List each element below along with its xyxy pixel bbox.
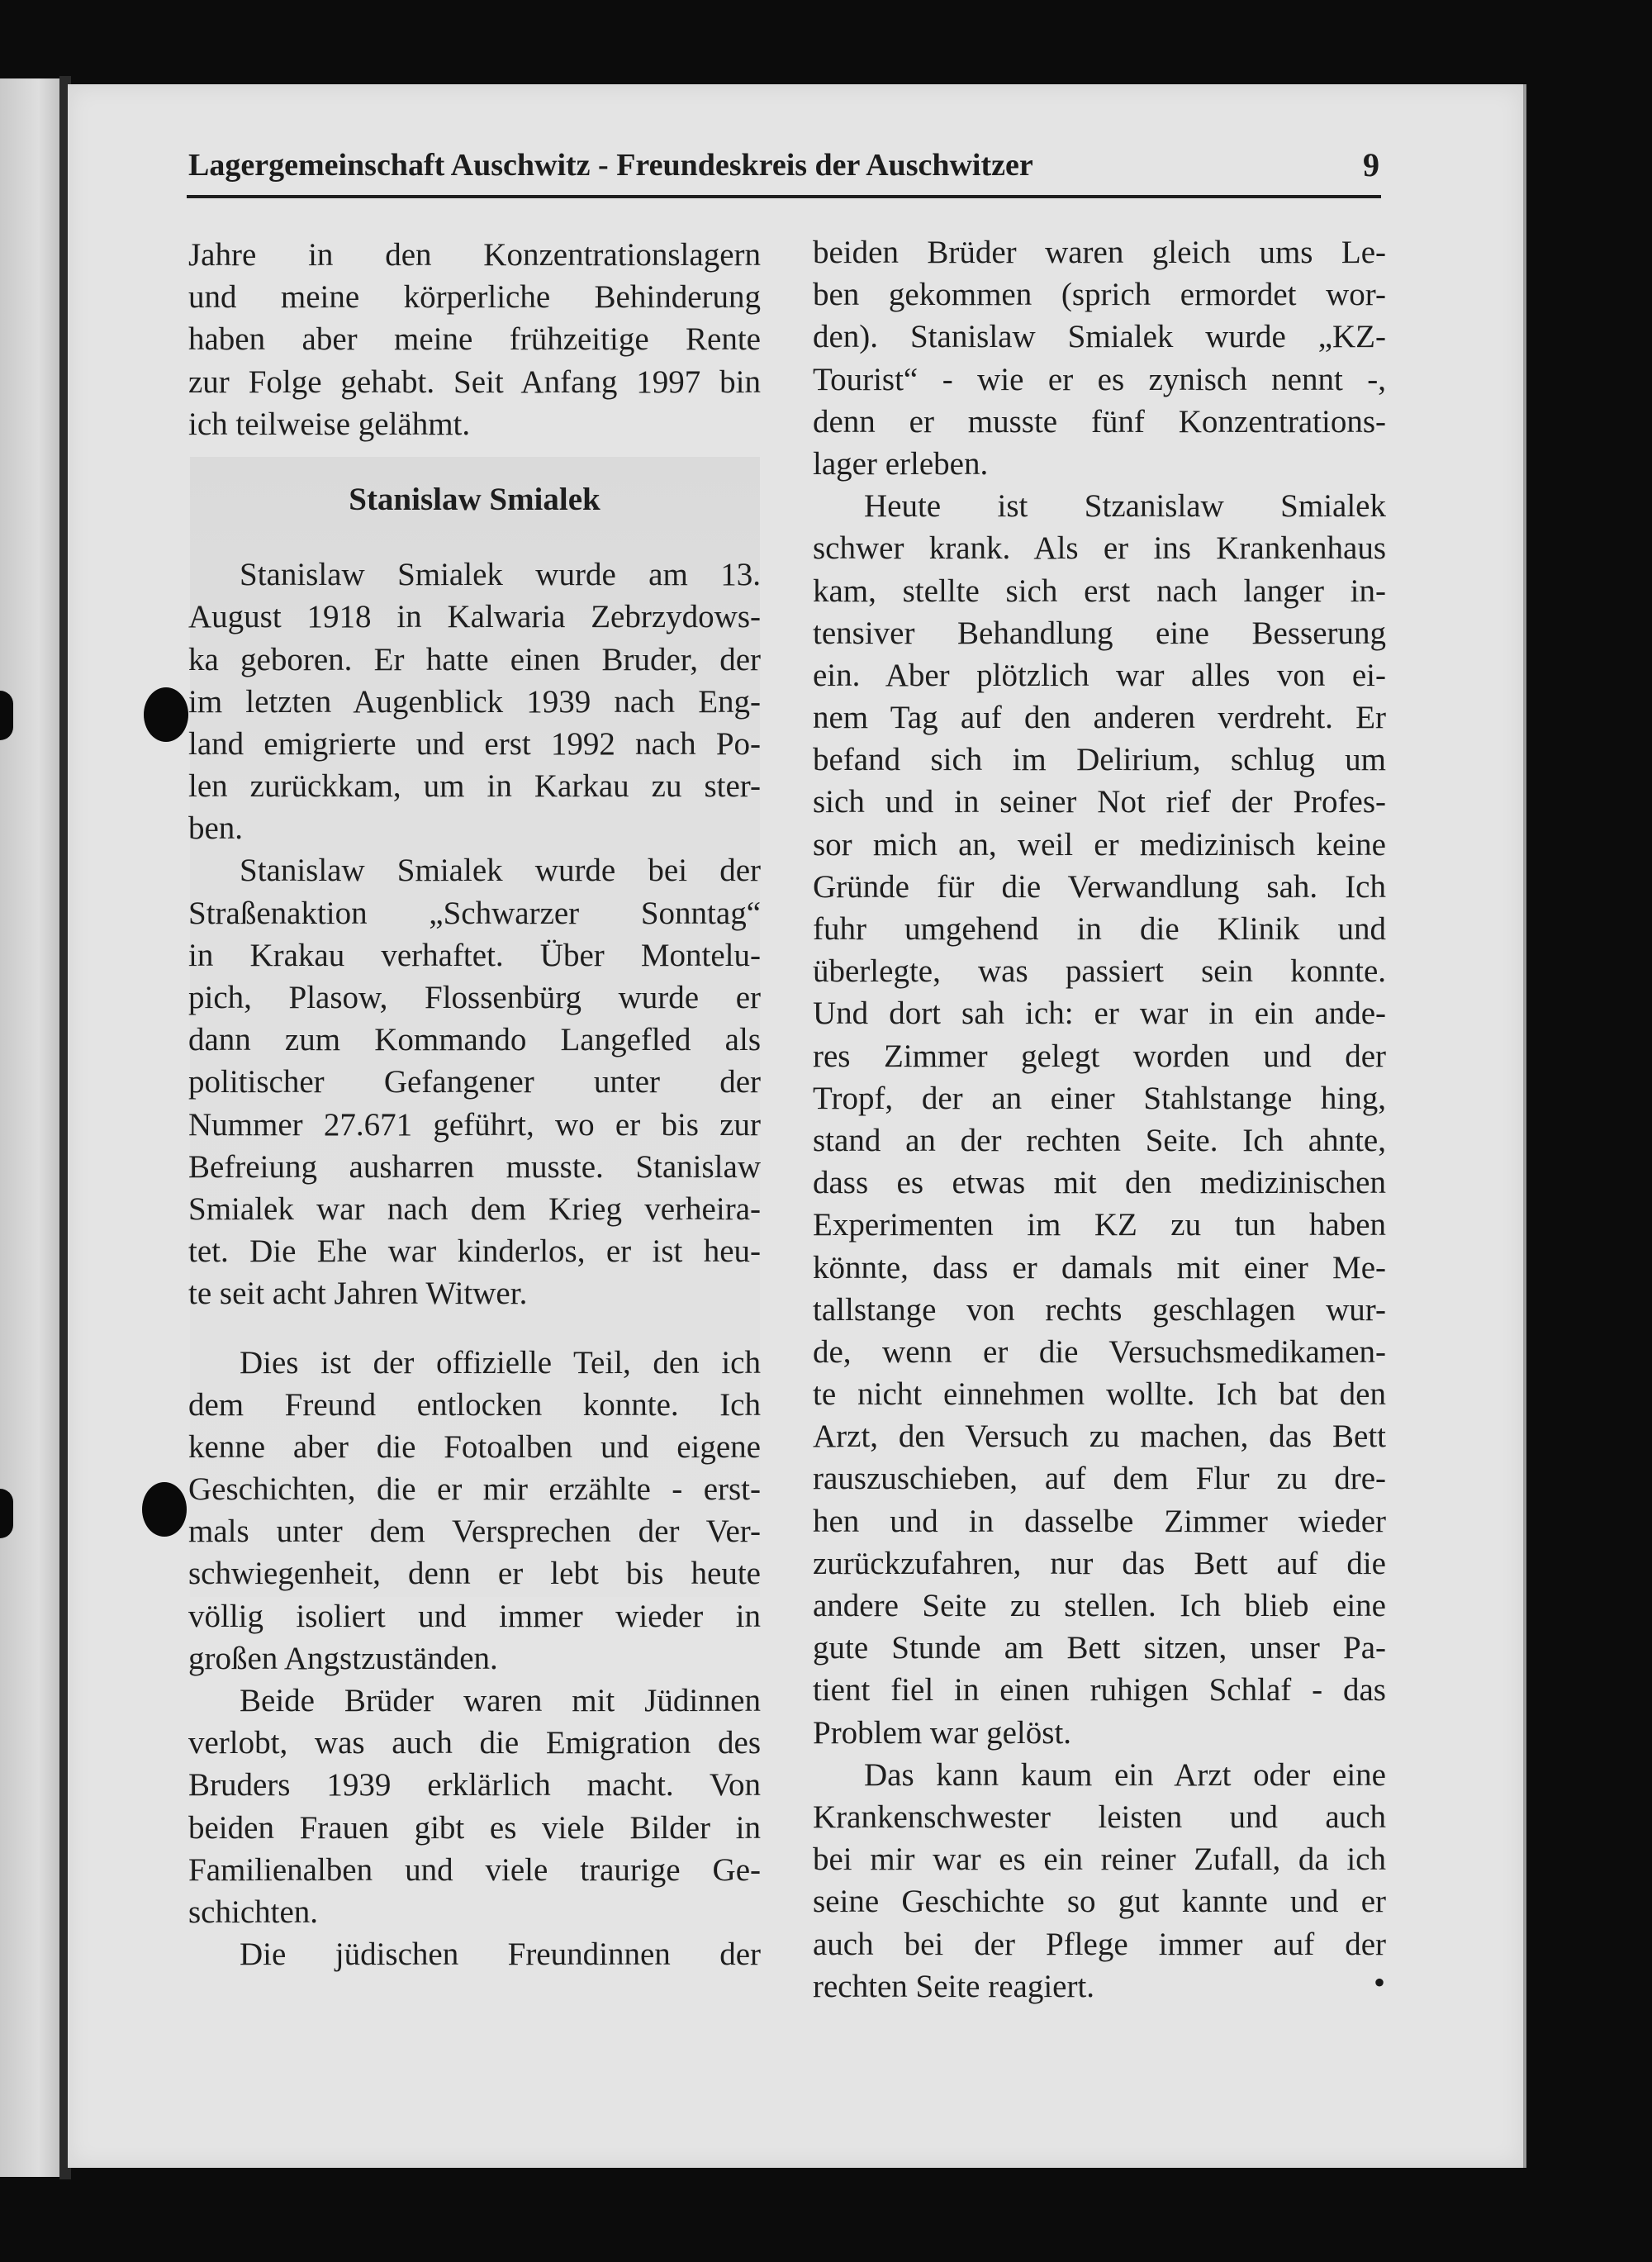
text-line: Und dort sah ich: er war in ein ande- — [813, 996, 1386, 1032]
text-line: hen und in dasselbe Zimmer wieder — [813, 1503, 1386, 1539]
text-line: kenne aber die Fotoalben und eigene — [188, 1428, 761, 1465]
text-line: Tourist“ - wie er es zynisch nennt -, — [813, 361, 1386, 397]
punch-hole-top — [144, 687, 188, 742]
page-edge-shadow — [1523, 84, 1526, 2168]
text-line: Familienalben und viele traurige Ge- — [188, 1851, 761, 1888]
text-line: rauszuschieben, auf dem Flur zu dre- — [813, 1461, 1386, 1497]
text-line: Dies ist der offizielle Teil, den ich — [240, 1344, 761, 1380]
text-line: bei mir war es ein reiner Zufall, da ich — [813, 1841, 1386, 1878]
text-line: zurückzufahren, nur das Bett auf die — [813, 1545, 1386, 1581]
text-line: de, wenn er die Versuchsmedikamen- — [813, 1333, 1386, 1370]
text-line: auch bei der Pflege immer auf der — [813, 1926, 1386, 1962]
text-line: könnte, dass er damals mit einer Me- — [813, 1249, 1386, 1285]
end-of-article-bullet: • — [1374, 1964, 1386, 2001]
text-line: beiden Brüder waren gleich ums Le- — [813, 235, 1386, 270]
text-line: überlegte, was passiert sein konnte. — [813, 953, 1386, 990]
text-line: verlobt, was auch die Emigration des — [188, 1725, 761, 1761]
text-line: schwiegenheit, denn er lebt bis heute — [188, 1556, 761, 1592]
text-line: völlig isoliert und immer wieder in — [188, 1598, 761, 1634]
text-line: Bruders 1939 erklärlich macht. Von — [188, 1767, 761, 1803]
text-line: te nicht einnehmen wollte. Ich bat den — [813, 1376, 1386, 1413]
text-line: ein. Aber plötzlich war alles von ei- — [813, 657, 1386, 693]
text-line: befand sich im Delirium, schlug um — [813, 742, 1386, 778]
text-line: mals unter dem Versprechen der Ver- — [188, 1514, 761, 1550]
text-line: schichten. — [188, 1894, 319, 1930]
text-line: ka geboren. Er hatte einen Bruder, der — [188, 641, 761, 677]
text-line: lager erleben. — [813, 445, 989, 482]
text-line: denn er musste fünf Konzentrations- — [813, 403, 1386, 440]
left-column — [188, 234, 761, 1975]
text-line: ich teilweise gelähmt. — [188, 406, 471, 442]
text-line: fuhr umgehend in die Klinik und — [813, 911, 1386, 947]
text-line: haben aber meine frühzeitige Rente — [188, 321, 761, 358]
text-line: politischer Gefangener unter der — [188, 1064, 761, 1100]
prev-page-hole-bottom — [0, 1489, 13, 1538]
text-line: den). Stanislaw Smialek wurde „KZ- — [813, 319, 1386, 355]
text-line: schwer krank. Als er ins Krankenhaus — [813, 530, 1386, 567]
previous-page-edge — [0, 78, 64, 2177]
prev-page-hole-top — [0, 691, 13, 740]
text-line: Gründe für die Verwandlung sah. Ich — [813, 868, 1386, 905]
text-line: land emigrierte und erst 1992 nach Po- — [188, 725, 761, 762]
spacer — [188, 520, 761, 554]
text-line: Smialek war nach dem Krieg verheira- — [188, 1190, 761, 1227]
text-line: Stanislaw Smialek wurde bei der — [240, 853, 761, 889]
text-line: tensiver Behandlung eine Besserung — [813, 615, 1386, 651]
text-line: Krankenschwester leisten und auch — [813, 1799, 1386, 1835]
spacer — [188, 1315, 761, 1342]
text-line: in Krakau verhaftet. Über Montelu- — [188, 937, 761, 973]
text-line: und meine körperliche Behinderung — [188, 279, 761, 316]
text-line: nem Tag auf den anderen verdreht. Er — [813, 700, 1386, 736]
text-line: kam, stellte sich erst nach langer in- — [813, 573, 1386, 609]
text-line: te seit acht Jahren Witwer. — [188, 1276, 528, 1312]
text-line: Heute ist Stzanislaw Smialek — [864, 488, 1386, 525]
text-line: zur Folge gehabt. Seit Anfang 1997 bin — [188, 364, 761, 400]
text-line: dass es etwas mit den medizinischen — [813, 1165, 1386, 1201]
text-line: andere Seite zu stellen. Ich blieb eine — [813, 1588, 1386, 1623]
text-line: sich und in seiner Not rief der Profes- — [813, 784, 1386, 820]
text-line: Arzt, den Versuch zu machen, das Bett — [813, 1419, 1386, 1455]
text-line: großen Angstzuständen. — [188, 1640, 498, 1676]
text-line: ben. — [188, 810, 244, 847]
text-line: gute Stunde am Bett sitzen, unser Pa- — [813, 1630, 1386, 1666]
header-rule — [187, 195, 1381, 198]
punch-hole-bottom — [142, 1482, 187, 1537]
text-line: Befreiung ausharren musste. Stanislaw — [188, 1148, 761, 1185]
text-line: Beide Brüder waren mit Jüdinnen — [240, 1683, 761, 1718]
text-line: tient fiel in einen ruhigen Schlaf - das — [813, 1672, 1386, 1708]
text-line: Jahre in den Konzentrationslagern — [188, 237, 761, 273]
text-line: im letzten Augenblick 1939 nach Eng- — [188, 683, 761, 720]
spacer — [188, 445, 761, 478]
text-line: Das kann kaum ein Arzt oder eine — [864, 1756, 1386, 1793]
text-line: Straßenaktion „Schwarzer Sonntag“ — [188, 895, 761, 931]
text-line: stand an der rechten Seite. Ich ahnte, — [813, 1122, 1386, 1158]
text-line: pich, Plasow, Flossenbürg wurde er — [188, 980, 761, 1015]
text-line: August 1918 in Kalwaria Zebrzydows- — [188, 599, 761, 635]
text-line: rechten Seite reagiert. — [813, 1968, 1095, 2004]
text-line: tet. Die Ehe war kinderlos, er ist heu- — [188, 1233, 761, 1270]
text-line: ben gekommen (sprich ermordet wor- — [813, 277, 1386, 313]
text-line: beiden Frauen gibt es viele Bilder in — [188, 1809, 761, 1846]
section-heading: Stanislaw Smialek — [349, 481, 601, 517]
text-line: len zurückkam, um in Karkau zu ster- — [188, 768, 761, 805]
text-line: dem Freund entlocken konnte. Ich — [188, 1386, 761, 1423]
text-line: Tropf, der an einer Stahlstange hing, — [813, 1080, 1386, 1116]
text-line: Problem war gelöst. — [813, 1714, 1072, 1751]
text-line: tallstange von rechts geschlagen wur- — [813, 1291, 1386, 1328]
text-line: seine Geschichte so gut kannte und er — [813, 1884, 1386, 1920]
text-line: dann zum Kommando Langefled als — [188, 1022, 761, 1058]
running-header — [188, 147, 1379, 193]
text-line: Experimenten im KZ zu tun haben — [813, 1207, 1386, 1243]
text-line: sor mich an, weil er medizinisch keine — [813, 826, 1386, 863]
text-line: Nummer 27.671 geführt, wo er bis zur — [188, 1106, 761, 1143]
page-number: 9 — [1363, 146, 1379, 183]
header-title: Lagergemeinschaft Auschwitz - Freundeskreis der Auschwitzer — [188, 148, 1033, 183]
right-column — [813, 231, 1386, 2008]
text-line: Die jüdischen Freundinnen der — [240, 1936, 761, 1973]
text-line: res Zimmer gelegt worden und der — [813, 1038, 1386, 1074]
text-line: Geschichten, die er mir erzählte - erst- — [188, 1471, 761, 1508]
text-line: Stanislaw Smialek wurde am 13. — [240, 557, 761, 593]
